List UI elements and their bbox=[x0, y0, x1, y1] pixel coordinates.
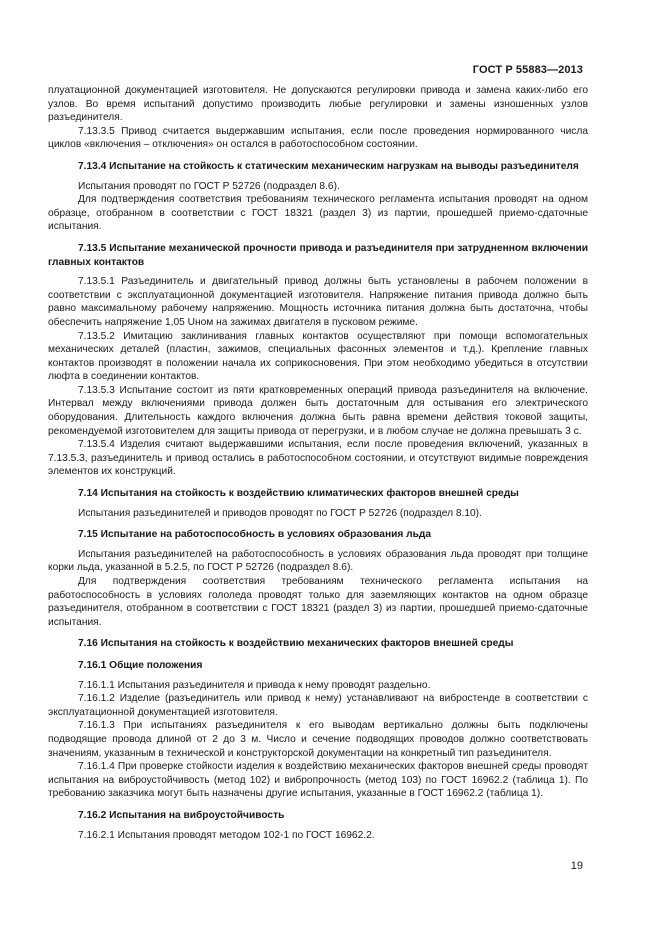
section-heading: 7.13.5 Испытание механической прочности привода и разъединителя при затрудненном включении главных контактов bbox=[48, 242, 588, 268]
paragraph: Испытания разъединителей на работоспособность в условиях образования льда проводят при толщине корки льда, указанной в 5.2.5, по ГОСТ Р 52726 (подраздел 8.6). bbox=[48, 548, 588, 574]
paragraph: Испытания проводят по ГОСТ Р 52726 (подраздел 8.6). bbox=[78, 180, 340, 192]
paragraph: Для подтверждения соответствия требованиям технического регламента испытания на работоспособность в условиях гололеда проводят только для заземляющих контактов на одном образце разъединителя, отобранном в соответствии с ГОСТ 18321 (раздел 3) из партии, прошедшей приемо-сдаточные испытания. bbox=[48, 576, 588, 628]
paragraph: 7.13.5.2 Имитацию заклинивания главных контактов осуществляют при помощи вспомогательных механических деталей (пластин, зажимов, специальных фасонных элементов и т.д.). Крепление главных контактов производят в положении начала их соприкосновения. При этом необходимо убедиться в отсутствии люфта в соединении контактов. bbox=[48, 330, 588, 383]
paragraph: 7.16.1.1 Испытания разъединителя и привода к нему проводят раздельно. bbox=[78, 679, 431, 691]
paragraph: 7.13.5.4 Изделия считают выдержавшими испытания, если после проведения включений, указанных в 7.13.5.3, разъединитель и привод остались в работоспособном состоянии, и отсутствуют видимые повреждения элементов их конструкций. bbox=[48, 439, 588, 478]
paragraph: плуатационной документацией изготовителя. Не допускаются регулировки привода и замена каких-либо его узлов. Во время испытаний допустимо производить любые регулировки и замены изношенных узлов разъединителя. bbox=[48, 85, 588, 124]
section-heading: 7.14 Испытания на стойкость к воздействию климатических факторов внешней среды bbox=[78, 488, 519, 500]
section-heading: 7.16 Испытания на стойкость к воздействию механических факторов внешней среды bbox=[78, 638, 514, 650]
paragraph: 7.13.5.3 Испытание состоит из пяти кратковременных операций привода разъединителя на включение. Интервал между включениями привода должен быть достаточным для остывания его электрического оборудования. Длительность каждого включения должна быть равна времени действия токовой защиты, рекомендуемой изготовителем для защиты привода от перегрузки, и в любом случае не должна превышать 3 с. bbox=[48, 384, 588, 437]
document-body bbox=[48, 84, 588, 842]
section-heading: 7.13.4 Испытание на стойкость к статическим механическим нагрузкам на выводы разъединителя bbox=[78, 160, 579, 172]
section-heading: 7.15 Испытание на работоспособность в условиях образования льда bbox=[78, 529, 431, 541]
paragraph: 7.13.5.1 Разъединитель и двигательный привод должны быть установлены в рабочем положении в соответствии с эксплуатационной документацией изготовителя. Напряжение питания привода должно быть равно максимальному рабочему напряжению. Мощность источника питания должна быть достаточна, чтобы обеспечить напряжение 1,05 Uном на зажимах двигателя в пусковом режиме. bbox=[48, 276, 588, 328]
paragraph: Испытания разъединителей и приводов проводят по ГОСТ Р 52726 (подраздел 8.10). bbox=[78, 507, 482, 519]
page-number: 19 bbox=[570, 860, 583, 872]
paragraph: 7.16.2.1 Испытания проводят методом 102-1 по ГОСТ 16962.2. bbox=[78, 829, 375, 841]
section-heading: 7.16.1 Общие положения bbox=[78, 659, 203, 671]
paragraph: 7.13.3.5 Привод считается выдержавшим испытания, если после проведения нормированного числа циклов «включения – отключения» он остался в работоспособном состоянии. bbox=[48, 125, 588, 151]
paragraph: 7.16.1.2 Изделие (разъединитель или привод к нему) устанавливают на вибростенде в соответствии с эксплуатационной документацией изготовителя. bbox=[48, 693, 588, 718]
document-header: ГОСТ Р 55883—2013 bbox=[472, 64, 583, 76]
paragraph: 7.16.1.3 При испытаниях разъединителя к его выводам вертикально должны быть подключены подводящие провода длиной от 2 до 3 м. Число и сечение подводящих проводов должно соответствовать значениям, указанным в технической и конструкторской документации на конкретный тип разъединителя. bbox=[48, 720, 588, 759]
paragraph: 7.16.1.4 При проверке стойкости изделия к воздействию механических факторов внешней среды проводят испытания на виброустойчивость (метод 102) и вибропрочность (метод 103) по ГОСТ 16962.2 (таблица 1). По требованию заказчика могут быть назначены другие испытания, указанные в ГОСТ 16962.2 (таблица 1). bbox=[48, 761, 588, 800]
paragraph: Для подтверждения соответствия требованиям технического регламента испытания проводят на одном образце, отобранном в соответствии с ГОСТ 18321 (раздел 3) из партии, прошедшей приемо-сдаточные испытания. bbox=[48, 194, 588, 233]
section-heading: 7.16.2 Испытания на виброустойчивость bbox=[78, 809, 285, 821]
